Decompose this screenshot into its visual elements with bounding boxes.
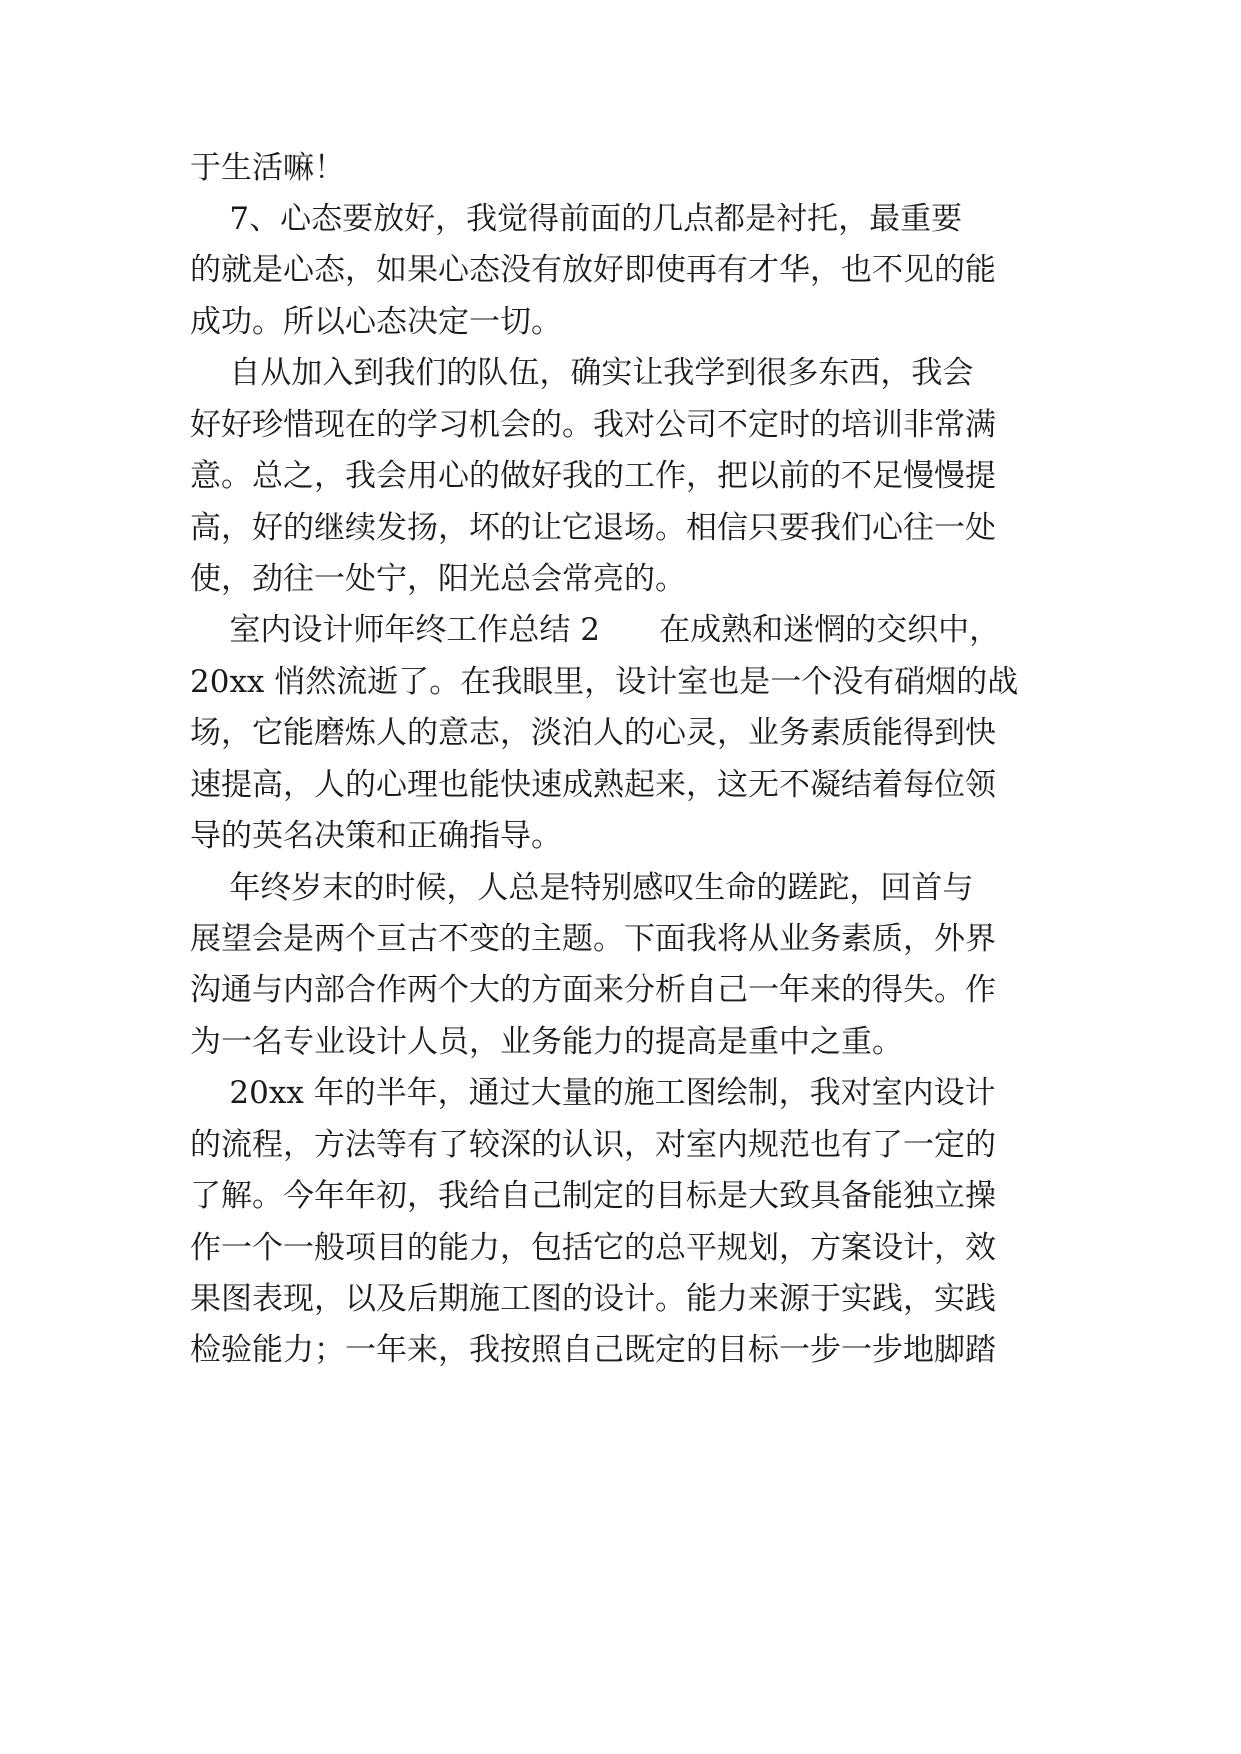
text-line: 了解。今年年初，我给自己制定的目标是大致具备能独立操 — [190, 1178, 996, 1214]
text-line: 场，它能磨炼人的意志，淡泊人的心灵，业务素质能得到快 — [190, 715, 996, 751]
text-line: 20xx 悄然流逝了。在我眼里，设计室也是一个没有硝烟的战 — [190, 664, 1019, 700]
text-line: 沟通与内部合作两个大的方面来分析自己一年来的得失。作 — [190, 972, 996, 1008]
text-line: 为一名专业设计人员，业务能力的提高是重中之重。 — [190, 1024, 903, 1060]
text-line: 高，好的继续发扬，坏的让它退场。相信只要我们心往一处 — [190, 510, 996, 546]
text-line: 自从加入到我们的队伍，确实让我学到很多东西，我会 — [190, 355, 974, 391]
text-line: 的流程，方法等有了较深的认识，对室内规范也有了一定的 — [190, 1127, 996, 1163]
text-line: 室内设计师年终工作总结 2 在成熟和迷惘的交织中， — [190, 612, 1001, 648]
text-line: 于生活嘛！ — [190, 150, 345, 186]
text-line: 的就是心态，如果心态没有放好即使再有才华，也不见的能 — [190, 252, 996, 288]
text-line: 使，劲往一处宁，阳光总会常亮的。 — [190, 561, 686, 597]
text-line: 展望会是两个亘古不变的主题。下面我将从业务素质，外界 — [190, 921, 996, 957]
text-line: 导的英名决策和正确指导。 — [190, 818, 562, 854]
text-line: 20xx 年的半年，通过大量的施工图绘制，我对室内设计 — [190, 1075, 996, 1111]
text-line: 意。总之，我会用心的做好我的工作，把以前的不足慢慢提 — [190, 458, 996, 494]
text-line: 7、心态要放好，我觉得前面的几点都是衬托，最重要 — [190, 201, 963, 237]
text-line: 检验能力；一年来，我按照自己既定的目标一步一步地脚踏 — [190, 1332, 996, 1368]
text-line: 好好珍惜现在的学习机会的。我对公司不定时的培训非常满 — [190, 407, 996, 443]
text-line: 速提高，人的心理也能快速成熟起来，这无不凝结着每位领 — [190, 767, 996, 803]
text-line: 果图表现，以及后期施工图的设计。能力来源于实践，实践 — [190, 1281, 996, 1317]
text-line: 成功。所以心态决定一切。 — [190, 304, 562, 340]
text-line: 年终岁末的时候，人总是特别感叹生命的蹉跎，回首与 — [190, 870, 974, 906]
text-line: 作一个一般项目的能力，包括它的总平规划，方案设计，效 — [190, 1230, 996, 1266]
